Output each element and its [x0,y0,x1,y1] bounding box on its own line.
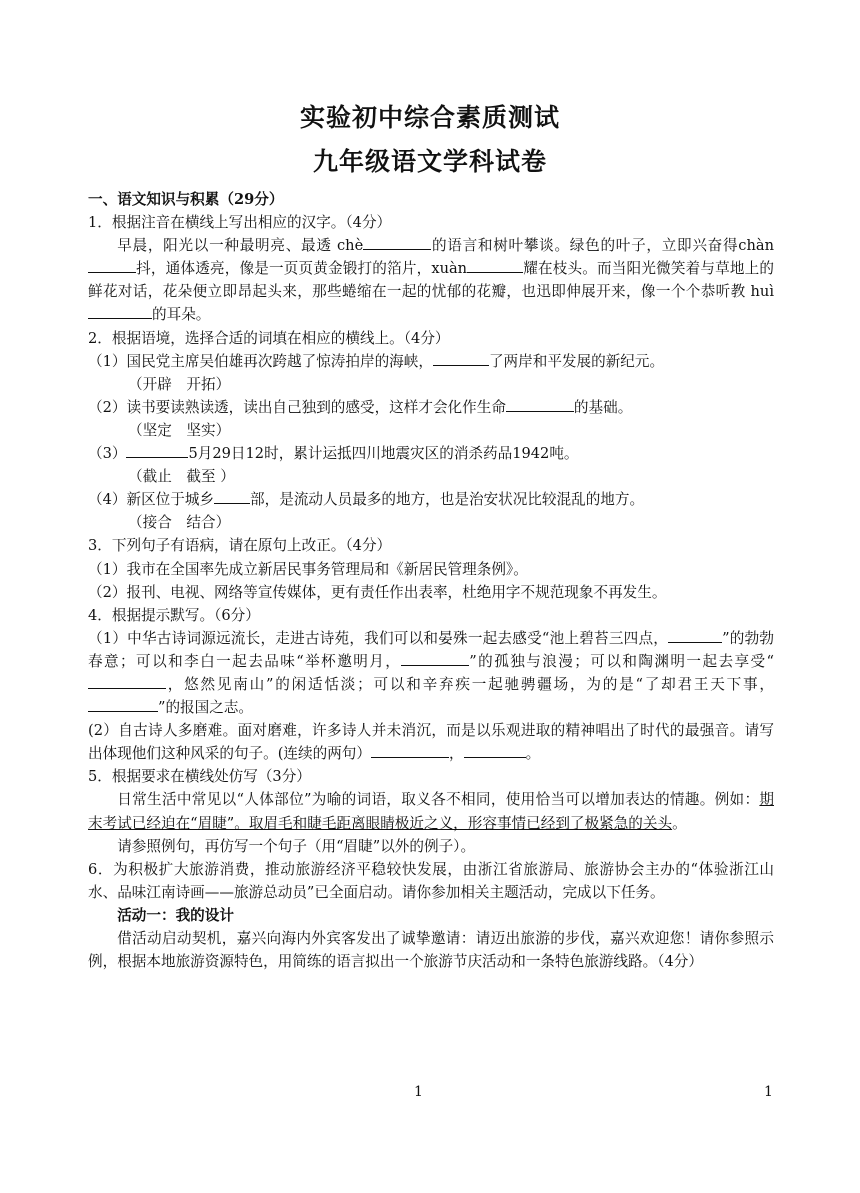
question-4-part-2: (2）自古诗人多磨难。面对磨难，许多诗人并未消沉，而是以乐观进取的精神唱出了时代的最强音。请写出体现他们这种风采的句子。(连续的两句） ， 。 [88,722,774,763]
exam-body [88,188,774,973]
question-2-options-2: （坚定 坚实） [128,421,231,439]
question-3-item-1: （1）我市在全国率先成立新居民事务管理局和《新居民管理条例》。 [88,560,528,578]
question-2-item-2: （2）读书要读熟读透，读出自己独到的感受，这样才会化作生命 的基础。 [88,396,774,419]
answer-blank[interactable] [371,742,449,758]
answer-blank[interactable] [88,257,136,273]
answer-blank[interactable] [88,696,158,712]
answer-blank[interactable] [214,488,250,504]
question-5-instruction: 请参照例句，再仿写一个句子（用“眉睫”以外的例子）。 [117,837,476,855]
question-4-stem: 4．根据提示默写。（6分） [88,606,260,624]
answer-blank[interactable] [464,742,526,758]
question-4-part-1: （1）中华古诗词源远流长，走进古诗苑，我们可以和晏殊一起去感受“池上碧苔三四点， ”的勃勃春意；可以和李白一起去品味“举杯邀明月， ”的孤独与浪漫；可以和陶渊明一起去享受“，悠然见南山”的闲适恬淡；可以和辛弃疾一起驰骋疆场，为的是“了却君王天下事，”的报国之志。 [88,627,774,719]
question-3-stem: 3．下列句子有语病，请在原句上改正。（4分） [88,537,392,555]
section-heading: 一、语文知识与积累（29分） [88,191,284,208]
answer-blank[interactable] [363,234,431,250]
question-1-passage: 早晨，阳光以一种最明亮、最透 chè 的语言和树叶攀谈。绿色的叶子，立即兴奋得chàn抖，通体透亮，像是一页页黄金锻打的箔片，xuàn 耀在枝头。而当阳光微笑着与草地上的鲜花对话，花朵便立即昂起头来，那些蜷缩在一起的忧郁的花瓣，也迅即伸展开来，像一个个恭听教 huì的耳朵。 [88,234,774,326]
page-number-center: 1 [414,1084,423,1100]
question-2-stem: 2．根据语境，选择合适的词填在相应的横线上。（4分） [88,329,450,347]
question-3-item-2: （2）报刊、电视、网络等宣传媒体，更有责任作出表率，杜绝用字不规范现象不再发生。 [88,583,667,601]
question-6-stem: 6．为积极扩大旅游消费，推动旅游经济平稳较快发展，由浙江省旅游局、旅游协会主办的“体验浙江山水、品味江南诗画——旅游总动员”已全面启动。请你参加相关主题活动，完成以下任务。 [88,860,774,901]
question-5-stem: 5．根据要求在横线处仿写（3分） [88,768,311,786]
question-2-options-1: （开辟 开拓） [128,375,231,393]
answer-blank[interactable] [668,627,722,643]
question-2-options-4: （接合 结合） [128,514,231,532]
exam-title-subject: 九年级语文学科试卷 [312,147,547,176]
answer-blank[interactable] [88,673,166,689]
question-5-prompt: 日常生活中常见以“人体部位”为喻的词语，取义各不相同，使用恰当可以增加表达的情趣。例如：期末考试已经迫在“眉睫”。取眉毛和睫毛距离眼睛极近之义，形容事情已经到了极紧急的关头。 [88,791,774,832]
activity-text: 借活动启动契机，嘉兴向海内外宾客发出了诚挚邀请：请迈出旅游的步伐，嘉兴欢迎您！请你参照示例，根据本地旅游资源特色，用简练的语言拟出一个旅游节庆活动和一条特色旅游线路。（4分） [88,930,774,971]
answer-blank[interactable] [126,442,188,458]
answer-blank[interactable] [88,303,152,319]
question-2-item-4: （4）新区位于城乡 部，是流动人员最多的地方，也是治安状况比较混乱的地方。 [88,488,774,511]
answer-blank[interactable] [401,650,469,666]
answer-blank[interactable] [467,257,523,273]
question-5-example: 期末考试已经迫在“眉睫”。取眉毛和睫毛距离眼睛极近之义，形容事情已经到了极紧急的关头 [88,791,774,832]
question-2-item-3: （3） 5月29日12时，累计运抵四川地震灾区的消杀药品1942吨。 [88,442,774,465]
answer-blank[interactable] [433,350,489,366]
page-number-right: 1 [764,1084,773,1100]
question-2-options-3: （截止 截至 ） [128,468,235,486]
activity-title: 活动一：我的设计 [117,906,234,924]
question-1-stem: 1．根据注音在横线上写出相应的汉字。（4分） [88,214,392,232]
answer-blank[interactable] [506,396,574,412]
question-2-item-1: （1）国民党主席吴伯雄再次跨越了惊涛拍岸的海峡， 了两岸和平发展的新纪元。 [88,350,774,373]
exam-title-school: 实验初中综合素质测试 [299,103,560,132]
